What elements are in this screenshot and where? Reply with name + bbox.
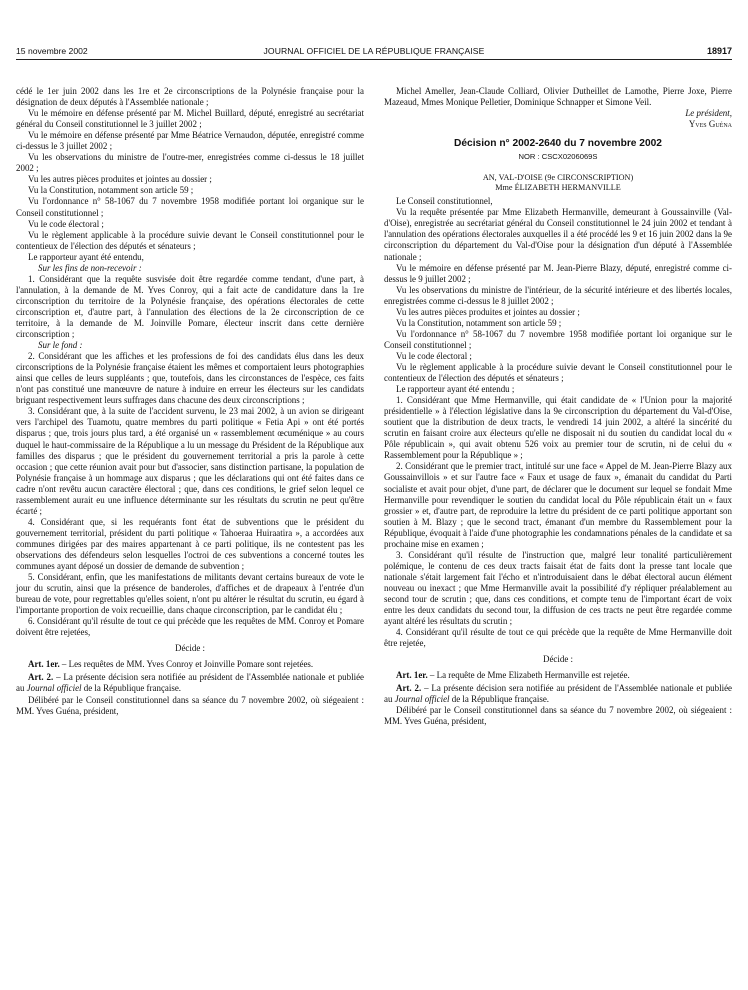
right-paragraph: Art. 2. – La présente décision sera notifiée au président de l'Assemblée nationale et publiée au Journal officiel de la République française.: [384, 683, 732, 705]
decision-title: Décision n° 2002-2640 du 7 novembre 2002: [454, 138, 662, 150]
members-list: Michel Ameller, Jean-Claude Colliard, Olivier Dutheillet de Lamothe, Pierre Joxe, Pierre Mazeaud, Mmes Monique Pelletier, Dominique Schnapper et Simone Veil.: [384, 86, 732, 108]
article-number: Art. 1er.: [28, 659, 60, 670]
right-paragraph: Décide :: [542, 654, 574, 665]
left-paragraph: Vu le mémoire en défense présenté par M. Michel Buillard, député, enregistré au secrétariat général du Conseil constitutionnel le 3 juillet 2002 ;: [16, 108, 364, 130]
right-paragraph: Vu les autres pièces produites et jointes au dossier ;: [396, 306, 580, 317]
right-paragraph: Vu la requête présentée par Mme Elizabeth Hermanville, demeurant à Goussainville (Val-d'Oise), enregistrée au secrétariat général du Conseil constitutionnel le 24 juin 2002 et tendant à l'annulation des opérations électorales auxquelles il a été procédé les 9 et 16 juin 2002 dans la 9e circonscription du département du Val-d'Oise pour la désignation d'un député à l'Assemblée nationale ;: [384, 207, 732, 262]
header-date: 15 novembre 2002: [16, 46, 88, 56]
left-paragraph: Délibéré par le Conseil constitutionnel dans sa séance du 7 novembre 2002, où siégeaient : MM. Yves Guéna, président,: [16, 694, 364, 716]
right-paragraph: 3. Considérant qu'il résulte de l'instruction que, malgré leur tonalité particulièrement polémique, le contenu de ces deux tracts faisait état de faits dont la presse tant locale que nationale s'était largement fait l'écho et n'introduisaient dans le débat électoral aucun élément nouveau ou inexact ; que Mme Hermanville avait la possibilité d'y répliquer préalablement au second tour de scrutin ; que, dans ces conditions, et compte tenu de l'important écart de voix entre les deux candidats du second tour, la diffusion de ces tracts ne peut être regardée comme ayant altéré les résultats du scrutin ;: [384, 549, 732, 627]
circonscription-heading: AN, VAL-D'OISE (9e CIRCONSCRIPTION): [482, 173, 634, 183]
right-paragraph: Vu la Constitution, notamment son article 59 ;: [396, 317, 562, 328]
left-paragraph: Art. 2. – La présente décision sera notifiée au président de l'Assemblée nationale et publiée au Journal officiel de la République française.: [16, 672, 364, 694]
left-paragraph: Vu le mémoire en défense présenté par Mme Béatrice Vernaudon, députée, enregistré comme ci-dessus le 3 juillet 2002 ;: [16, 130, 364, 152]
left-paragraph: Vu le code électoral ;: [28, 218, 104, 229]
left-paragraph: Sur les fins de non-recevoir :: [38, 262, 142, 273]
left-paragraph: 2. Considérant que les affiches et les professions de foi des candidats élus dans les deux circonscriptions de la Polynésie française étaient les mêmes et comportaient leurs photographies ainsi que celles de leurs suppléants ; que, toutefois, dans les circonstances de l'espèce, ces faits n'ont pas constitué une manœuvre de nature à induire en erreur les électeurs sur les candidats briguant respectivement leurs suffrages dans chacune des deux circonscriptions ;: [16, 351, 364, 406]
header-journal-title: JOURNAL OFFICIEL DE LA RÉPUBLIQUE FRANÇAISE: [263, 46, 485, 56]
right-paragraph: Le Conseil constitutionnel,: [396, 196, 493, 207]
article-number: Art. 1er.: [396, 670, 428, 681]
left-paragraph: 6. Considérant qu'il résulte de tout ce qui précède que les requêtes de MM. Conroy et Pomare doivent être rejetées,: [16, 616, 364, 638]
nor-reference: NOR : CSCX0206069S: [518, 152, 598, 162]
left-paragraph: Vu le règlement applicable à la procédure suivie devant le Conseil constitutionnel pour le contentieux de l'élection des députés et sénateurs ;: [16, 229, 364, 251]
left-paragraph: Vu les autres pièces produites et jointes au dossier ;: [28, 174, 212, 185]
signature-name: Yves Guéna: [688, 119, 732, 130]
right-paragraph: Art. 1er. – La requête de Mme Elizabeth Hermanville est rejetée.: [396, 670, 630, 681]
left-paragraph: Vu les observations du ministre de l'outre-mer, enregistrées comme ci-dessus le 18 juillet 2002 ;: [16, 152, 364, 174]
right-paragraph: 1. Considérant que Mme Hermanville, qui était candidate de « l'Union pour la majorité présidentielle » à l'élection législative dans la 9e circonscription du département du Val-d'Oise, soutient que la distribution de deux tracts, le vendredi 14 juin 2002, a altéré la sincérité du scrutin en faisant croire aux électeurs qu'elle ne disposait ni du soutien du candidat local du « Pôle républicain », qui avait obtenu 526 voix au premier tour de scrutin, ni de celui du « Rassemblement pour la République » ;: [384, 395, 732, 461]
signature-title: Le président,: [685, 108, 732, 119]
article-number: Art. 2.: [28, 672, 54, 683]
article-number: Art. 2.: [396, 683, 422, 694]
page-header: [16, 46, 732, 58]
left-paragraph: 3. Considérant que, à la suite de l'accident survenu, le 23 mai 2002, à un avion se dirigeant vers l'archipel des Tuamotu, quatre membres du parti politique « Fetia Api » ont été portés disparus ; que, trois jours plus tard, a été organisé un « rassemblement œcuménique » au cours duquel le haut-commissaire de la République a lu un message du Président de la République aux familles des disparus ; que le président du gouvernement territorial a pris la parole à cette occasion ; que cette réunion avait pour but d'associer, sans distinction partisane, la population de Polynésie française à un hommage aux disparus ; que les déclarations qui ont été faites dans ce cadre n'ont revêtu aucun caractère électoral ; que, dans ces conditions, le grief selon lequel ce rassemblement aurait eu une influence déterminante sur les résultats du scrutin ne peut qu'être écarté ;: [16, 406, 364, 516]
right-paragraph: 2. Considérant que le premier tract, intitulé sur une face « Appel de M. Jean-Pierre Blazy aux Goussainvillois » et sur l'autre face « Faux et usage de faux », émanait du candidat du Parti socialiste et avait pour objet, d'une part, de déclarer que le document sur lequel se fondait Mme Hermanville pour revendiquer le soutien du candidat local du Pôle républicain était un « faux grossier » et, d'autre part, de reproduire la lettre du président de ce parti politique apportant son soutien à M. Blazy ; que le second tract, émanant d'un membre du Rassemblement pour la République, évoquait à l'aide d'une photographie les condamnations pénales de la candidate et sa prochaine mise en examen ;: [384, 461, 732, 549]
right-column-body: [384, 196, 732, 727]
right-paragraph: Vu le règlement applicable à la procédure suivie devant le Conseil constitutionnel pour le contentieux de l'élection des députés et sénateurs ;: [384, 361, 732, 384]
right-paragraph: 4. Considérant qu'il résulte de tout ce qui précède que la requête de Mme Hermanville doit être rejetée,: [384, 627, 732, 649]
right-paragraph: Le rapporteur ayant été entendu ;: [396, 384, 515, 395]
left-paragraph: Vu la Constitution, notamment son article 59 ;: [28, 185, 194, 196]
left-paragraph: Le rapporteur ayant été entendu,: [28, 251, 144, 262]
right-paragraph: Vu le mémoire en défense présenté par M. Jean-Pierre Blazy, député, enregistré comme ci-dessus le 9 juillet 2002 ;: [384, 262, 732, 284]
left-paragraph: 4. Considérant que, si les requérants font état de subventions que le président du gouvernement territorial, président du parti politique « Tahoeraa Huiraatira », a accordées aux communes dirigées par des maires appartenant à ce parti politique, ils ne contestent pas les observations des défendeurs selon lesquelles l'octroi de ces subventions a concerné toutes les communes ayant déposé un dossier de demande de subvention ;: [16, 516, 364, 572]
left-column: [16, 86, 364, 717]
left-paragraph: cédé le 1er juin 2002 dans les 1re et 2e circonscriptions de la Polynésie française pour la désignation de deux députés à l'Assemblée nationale ;: [16, 86, 364, 108]
right-paragraph: Vu les observations du ministre de l'intérieur, de la sécurité intérieure et des libertés locales, enregistrées comme ci-dessus le 8 juillet 2002 ;: [384, 284, 732, 306]
left-paragraph: Sur le fond :: [38, 340, 83, 351]
right-paragraph: Vu le code électoral ;: [396, 350, 472, 361]
candidate-heading: Mme ÉLIZABETH HERMANVILLE: [495, 183, 621, 193]
right-column: [384, 86, 732, 727]
right-paragraph: Vu l'ordonnance n° 58-1067 du 7 novembre 1958 modifiée portant loi organique sur le Conseil constitutionnel ;: [384, 328, 732, 350]
header-rule: [16, 59, 732, 60]
header-page-number: 18917: [706, 46, 732, 56]
left-paragraph: Art. 1er. – Les requêtes de MM. Yves Conroy et Joinville Pomare sont rejetées.: [28, 659, 314, 670]
right-paragraph: Délibéré par le Conseil constitutionnel dans sa séance du 7 novembre 2002, où siégeaient : MM. Yves Guéna, président,: [384, 705, 732, 727]
left-paragraph: 5. Considérant, enfin, que les manifestations de militants devant certains bureaux de vote le jour du scrutin, ainsi que la présence de banderoles, d'affiches et de drapeaux à l'entrée d'un bureau de vote, pour regrettables qu'elles soient, n'ont pu altérer le résultat du scrutin, eu égard à l'importante proportion de voix recueillie, dans chaque circonscription, par le candidat élu ;: [16, 572, 364, 616]
left-paragraph: Vu l'ordonnance n° 58-1067 du 7 novembre 1958 modifiée portant loi organique sur le Conseil constitutionnel ;: [16, 196, 364, 218]
left-paragraph: Décide :: [174, 643, 206, 654]
left-paragraph: 1. Considérant que la requête susvisée doit être regardée comme tendant, d'une part, à l'annulation, à la demande de M. Yves Conroy, qui a fait acte de candidature dans la 1re circonscription du territoire de la Polynésie française, des opérations électorales de cette circonscription et, d'autre part, à l'annulation des élections de la 2e circonscription de ce territoire, à la demande de M. Joinville Pomare, électeur inscrit dans cette dernière circonscription ;: [16, 273, 364, 340]
